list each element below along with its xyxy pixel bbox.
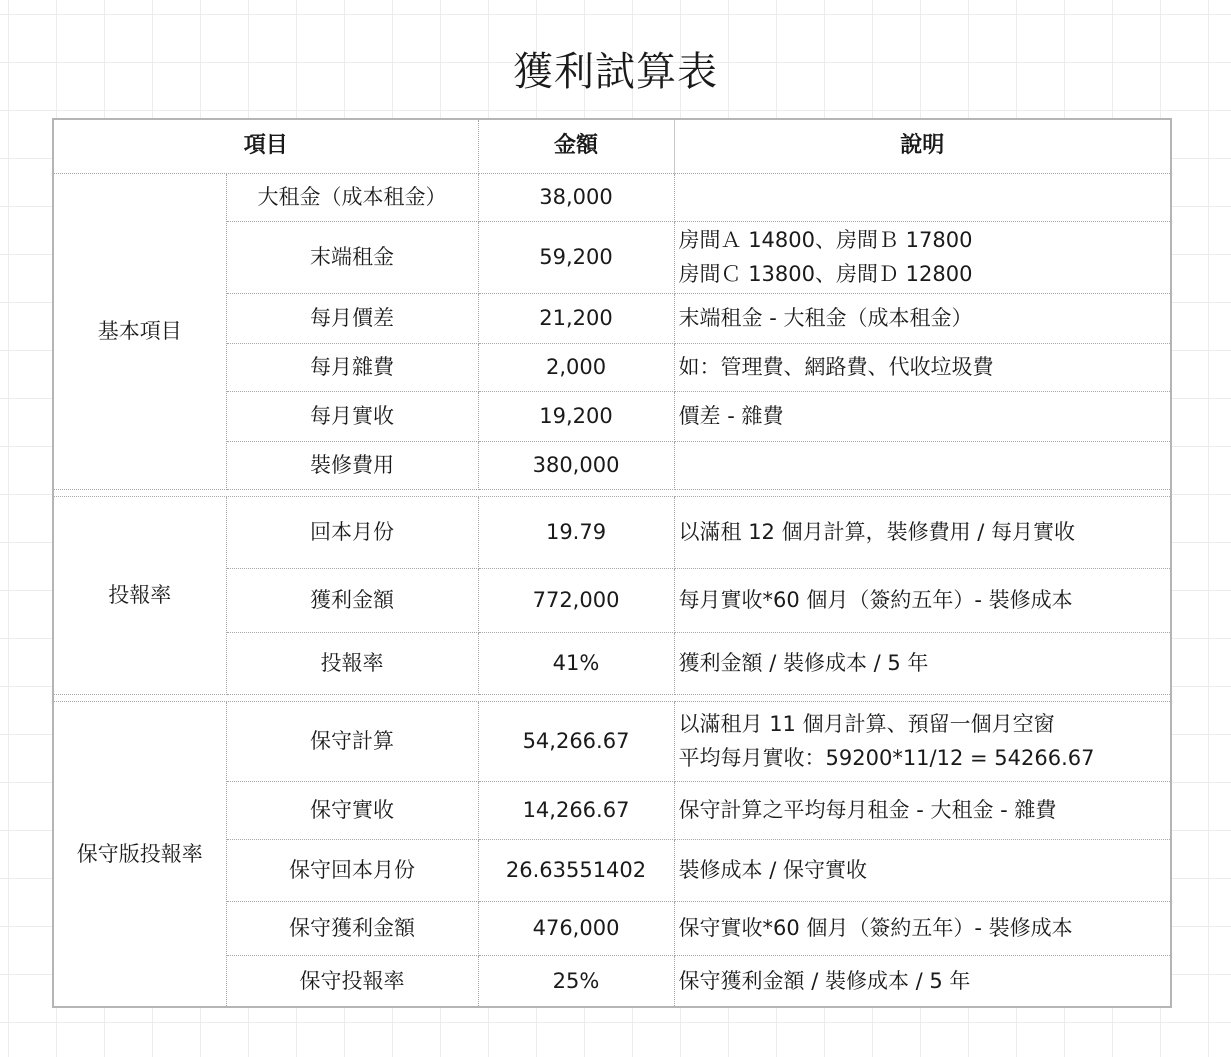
- note-line: 如：管理費、網路費、代收垃圾費: [678, 354, 994, 379]
- item-cell: 回本月份: [226, 496, 478, 568]
- amount-cell: 19,200: [478, 391, 674, 441]
- item-cell: 投報率: [226, 632, 478, 694]
- table-body: [53, 173, 1171, 1007]
- header-row: [53, 119, 1171, 173]
- header-note: 說明: [674, 119, 1171, 173]
- note-cell: [674, 839, 1171, 901]
- item-cell: 保守獲利金額: [226, 901, 478, 955]
- section-separator: [53, 489, 1171, 496]
- note-cell: [674, 496, 1171, 568]
- table-row: [53, 496, 1171, 568]
- profit-table: [52, 118, 1172, 1008]
- amount-cell: 772,000: [478, 568, 674, 632]
- amount-cell: 380,000: [478, 441, 674, 489]
- section-separator: [53, 694, 1171, 701]
- item-cell: 保守投報率: [226, 955, 478, 1007]
- header-amount: 金額: [478, 119, 674, 173]
- amount-cell: 38,000: [478, 173, 674, 221]
- note-line: 平均每月實收：59200*11/12 = 54266.67: [678, 746, 1095, 770]
- note-line: 房間Ａ 14800、房間Ｂ 17800: [678, 227, 973, 252]
- amount-cell: 19.79: [478, 496, 674, 568]
- note-cell: [674, 955, 1171, 1007]
- note-cell: [674, 901, 1171, 955]
- item-cell: 每月價差: [226, 293, 478, 343]
- note-cell: [674, 343, 1171, 391]
- note-cell: [674, 391, 1171, 441]
- note-cell: [674, 441, 1171, 489]
- note-line: 裝修成本 / 保守實收: [678, 857, 867, 882]
- table-row: [53, 701, 1171, 781]
- amount-cell: 25%: [478, 955, 674, 1007]
- note-line: 以滿租月 11 個月計算、預留一個月空窗: [678, 711, 1055, 736]
- note-cell: [674, 221, 1171, 293]
- amount-cell: 54,266.67: [478, 701, 674, 781]
- note-cell: [674, 173, 1171, 221]
- amount-cell: 21,200: [478, 293, 674, 343]
- item-cell: 大租金（成本租金）: [226, 173, 478, 221]
- amount-cell: 2,000: [478, 343, 674, 391]
- note-line: 價差 - 雜費: [678, 403, 784, 428]
- separator-cell: [53, 489, 1171, 496]
- header-item: 項目: [53, 119, 478, 173]
- separator-cell: [53, 694, 1171, 701]
- item-cell: 保守實收: [226, 781, 478, 839]
- item-cell: 每月雜費: [226, 343, 478, 391]
- note-line: 末端租金 - 大租金（成本租金）: [678, 305, 973, 330]
- note-cell: [674, 568, 1171, 632]
- item-cell: 保守計算: [226, 701, 478, 781]
- amount-cell: 26.63551402: [478, 839, 674, 901]
- item-cell: 獲利金額: [226, 568, 478, 632]
- note-cell: [674, 632, 1171, 694]
- note-cell: [674, 781, 1171, 839]
- note-line: 以滿租 12 個月計算，裝修費用 / 每月實收: [678, 519, 1076, 544]
- note-cell: [674, 701, 1171, 781]
- page-title: 獲利試算表: [513, 49, 718, 95]
- category-conservative-roi: 保守版投報率: [53, 701, 226, 1007]
- item-cell: 裝修費用: [226, 441, 478, 489]
- note-line: 獲利金額 / 裝修成本 / 5 年: [678, 650, 929, 675]
- category-roi: 投報率: [53, 496, 226, 694]
- note-line: 房間Ｃ 13800、房間Ｄ 12800: [678, 262, 973, 286]
- item-cell: 末端租金: [226, 221, 478, 293]
- table-row: [53, 173, 1171, 221]
- amount-cell: 476,000: [478, 901, 674, 955]
- amount-cell: 41%: [478, 632, 674, 694]
- category-basic: 基本項目: [53, 173, 226, 489]
- note-line: 每月實收*60 個月（簽約五年）- 裝修成本: [678, 587, 1073, 612]
- item-cell: 每月實收: [226, 391, 478, 441]
- note-line: 保守獲利金額 / 裝修成本 / 5 年: [678, 968, 971, 993]
- note-line: 保守計算之平均每月租金 - 大租金 - 雜費: [678, 797, 1057, 822]
- item-cell: 保守回本月份: [226, 839, 478, 901]
- amount-cell: 59,200: [478, 221, 674, 293]
- amount-cell: 14,266.67: [478, 781, 674, 839]
- note-line: 保守實收*60 個月（簽約五年）- 裝修成本: [678, 915, 1073, 940]
- note-cell: [674, 293, 1171, 343]
